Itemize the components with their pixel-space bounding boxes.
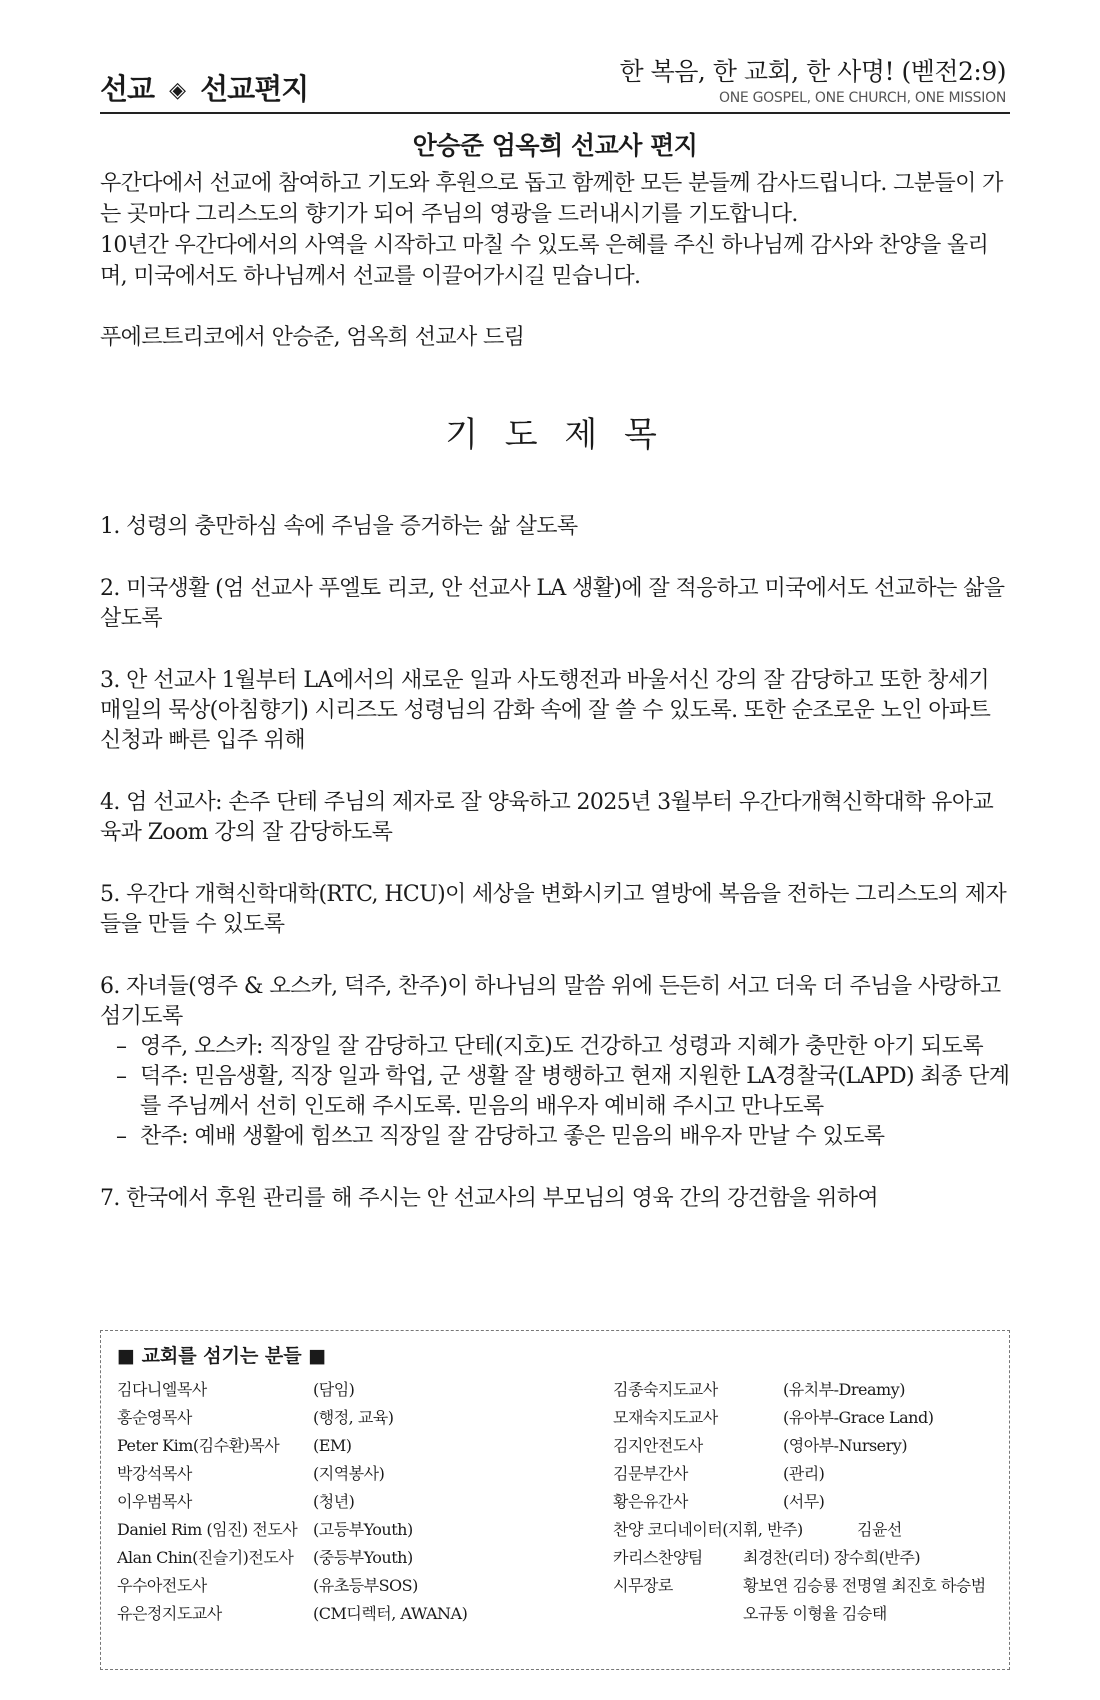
- staff-name: 우수아전도사: [117, 1576, 207, 1595]
- motto-english: ONE GOSPEL, ONE CHURCH, ONE MISSION: [719, 90, 1006, 106]
- staff-row: [613, 1572, 1013, 1600]
- staff-name: [613, 1600, 743, 1628]
- prayer-sub-item: [100, 1062, 1010, 1122]
- staff-row: [613, 1404, 1013, 1432]
- staff-name: Alan Chin(진슬기)전도사: [117, 1548, 294, 1567]
- staff-row: [117, 1432, 587, 1460]
- staff-role: (지역봉사): [313, 1464, 385, 1483]
- prayer-sub-text: 찬주: 예배 생활에 힘쓰고 직장일 잘 감당하고 좋은 믿음의 배우자 만날 수 있도록: [140, 1124, 885, 1149]
- subsection-name: 선교편지: [200, 72, 309, 106]
- staff-row: [117, 1376, 587, 1404]
- staff-name: 김지안전도사: [613, 1436, 703, 1455]
- prayer-item: 4. 엄 선교사: 손주 단테 주님의 제자로 잘 양육하고 2025년 3월부터 우간다개혁신학대학 유아교육과 Zoom 강의 잘 감당하도록: [100, 790, 994, 845]
- prayer-item: 7. 한국에서 후원 관리를 해 주시는 안 선교사의 부모님의 영육 간의 강건함을 위하여: [100, 1186, 879, 1211]
- staff-role: (유치부-Dreamy): [783, 1380, 905, 1399]
- staff-row: [117, 1600, 587, 1628]
- staff-name: 모재숙지도교사: [613, 1408, 718, 1427]
- staff-role: (고등부Youth): [313, 1520, 413, 1539]
- prayer-sub-item: [100, 1032, 1010, 1062]
- letter-title: 안승준 엄옥희 선교사 편지: [412, 131, 698, 160]
- prayer-sub-text: 영주, 오스카: 직장일 잘 감당하고 단테(지호)도 건강하고 성령과 지혜가 충만한 아기 되도록: [140, 1034, 983, 1059]
- prayer-sub-item: [100, 1122, 1010, 1152]
- staff-name: 김다니엘목사: [117, 1380, 207, 1399]
- staff-role: (청년): [313, 1492, 355, 1511]
- staff-name: 김종숙지도교사: [613, 1380, 718, 1399]
- staff-role: (관리): [783, 1464, 825, 1483]
- staff-name: 찬양 코디네이터(지휘, 반주): [613, 1520, 803, 1539]
- staff-role: (행정, 교육): [313, 1408, 394, 1427]
- staff-role: (영아부-Nursery): [783, 1436, 908, 1455]
- staff-role: (서무): [783, 1492, 825, 1511]
- staff-row: [117, 1488, 587, 1516]
- staff-role: 오규동 이형율 김승태: [743, 1604, 887, 1623]
- letter-signature: 푸에르트리코에서 안승준, 엄옥희 선교사 드림: [100, 325, 525, 350]
- staff-name: 황은유간사: [613, 1492, 688, 1511]
- prayer-heading: 기 도 제 목: [445, 415, 665, 455]
- staff-role: (CM디렉터, AWANA): [313, 1604, 468, 1623]
- motto-korean: 한 복음, 한 교회, 한 사명! (벧전2:9): [619, 57, 1006, 86]
- section-name: 선교: [100, 72, 155, 106]
- letter-paragraph: 우간다에서 선교에 참여하고 기도와 후원으로 돕고 함께한 모든 분들께 감사드립니다. 그분들이 가는 곳마다 그리스도의 향기가 되어 주님의 영광을 드러내시기를 기도합니다.: [100, 171, 1003, 227]
- staff-name: 홍순영목사: [117, 1408, 192, 1427]
- prayer-item-text: 6. 자녀들(영주 & 오스카, 덕주, 찬주)이 하나님의 말씀 위에 든든히 서고 더욱 더 주님을 사랑하고 섬기도록: [100, 974, 1001, 1029]
- staff-role: 황보연 김승룡 전명열 최진호 하승범: [743, 1576, 986, 1595]
- prayer-item-family: [100, 972, 1010, 1152]
- dash-bullet: –: [116, 1124, 127, 1149]
- staff-row: [613, 1544, 1013, 1572]
- prayer-item: 1. 성령의 충만하심 속에 주님을 증거하는 삶 살도록: [100, 514, 578, 539]
- section-label: [100, 67, 308, 108]
- prayer-item: 3. 안 선교사 1월부터 LA에서의 새로운 일과 사도행전과 바울서신 강의 잘 감당하고 또한 창세기 매일의 묵상(아침향기) 시리즈도 성령님의 감화 속에 잘 쓸 수 있도록. 또한 순조로운 노인 아파트 신청과 빠른 입주 위해: [100, 668, 991, 753]
- staff-row: [117, 1544, 587, 1572]
- staff-row: [613, 1460, 1013, 1488]
- staff-column-right: [613, 1376, 1013, 1628]
- staff-role: (유아부-Grace Land): [783, 1408, 934, 1427]
- staff-row: [613, 1376, 1013, 1404]
- staff-column-left: [117, 1376, 587, 1628]
- staff-row: [117, 1404, 587, 1432]
- staff-name: Daniel Rim (임진) 전도사: [117, 1520, 298, 1539]
- dash-bullet: –: [116, 1034, 127, 1059]
- prayer-item: 5. 우간다 개혁신학대학(RTC, HCU)이 세상을 변화시키고 열방에 복음을 전하는 그리스도의 제자들을 만들 수 있도록: [100, 882, 1007, 937]
- church-motto: [619, 52, 1006, 106]
- staff-row: [613, 1516, 1013, 1544]
- staff-row: [117, 1572, 587, 1600]
- staff-role: (유초등부SOS): [313, 1576, 418, 1595]
- staff-role: 김윤선: [857, 1520, 902, 1539]
- staff-name: 시무장로: [613, 1576, 673, 1595]
- staff-role: 최경찬(리더) 장수희(반주): [743, 1548, 921, 1567]
- staff-row: [613, 1600, 1013, 1628]
- staff-name: 김문부간사: [613, 1464, 688, 1483]
- dash-bullet: –: [116, 1064, 127, 1089]
- staff-name: 이우범목사: [117, 1492, 192, 1511]
- prayer-sub-text: 덕주: 믿음생활, 직장 일과 학업, 군 생활 잘 병행하고 현재 지원한 LA경찰국(LAPD) 최종 단계를 주님께서 선히 인도해 주시도록. 믿음의 배우자 예비해 주시고 만나도록: [140, 1064, 1010, 1119]
- church-staff-box: [100, 1330, 1010, 1670]
- staff-role: (중등부Youth): [313, 1548, 413, 1567]
- staff-role: (EM): [313, 1436, 352, 1455]
- prayer-item: 2. 미국생활 (엄 선교사 푸엘토 리코, 안 선교사 LA 생활)에 잘 적응하고 미국에서도 선교하는 삶을 살도록: [100, 576, 1005, 631]
- staff-row: [117, 1460, 587, 1488]
- staff-name: Peter Kim(김수환)목사: [117, 1436, 280, 1455]
- staff-title: ■ 교회를 섬기는 분들 ■: [117, 1345, 327, 1367]
- staff-role: (담임): [313, 1380, 355, 1399]
- staff-row: [117, 1516, 587, 1544]
- bulletin-page: [100, 0, 1010, 1246]
- diamond-icon: ◈: [169, 78, 186, 103]
- page-header: [100, 0, 1010, 114]
- prayer-list: [100, 512, 1010, 1214]
- staff-name: 카리스찬양팀: [613, 1548, 703, 1567]
- staff-row: [613, 1488, 1013, 1516]
- staff-name: 박강석목사: [117, 1464, 192, 1483]
- letter-paragraph: 10년간 우간다에서의 사역을 시작하고 마칠 수 있도록 은혜를 주신 하나님께 감사와 찬양을 올리며, 미국에서도 하나님께서 선교를 이끌어가시길 믿습니다.: [100, 233, 989, 289]
- staff-row: [613, 1432, 1013, 1460]
- staff-name: 유은정지도교사: [117, 1604, 222, 1623]
